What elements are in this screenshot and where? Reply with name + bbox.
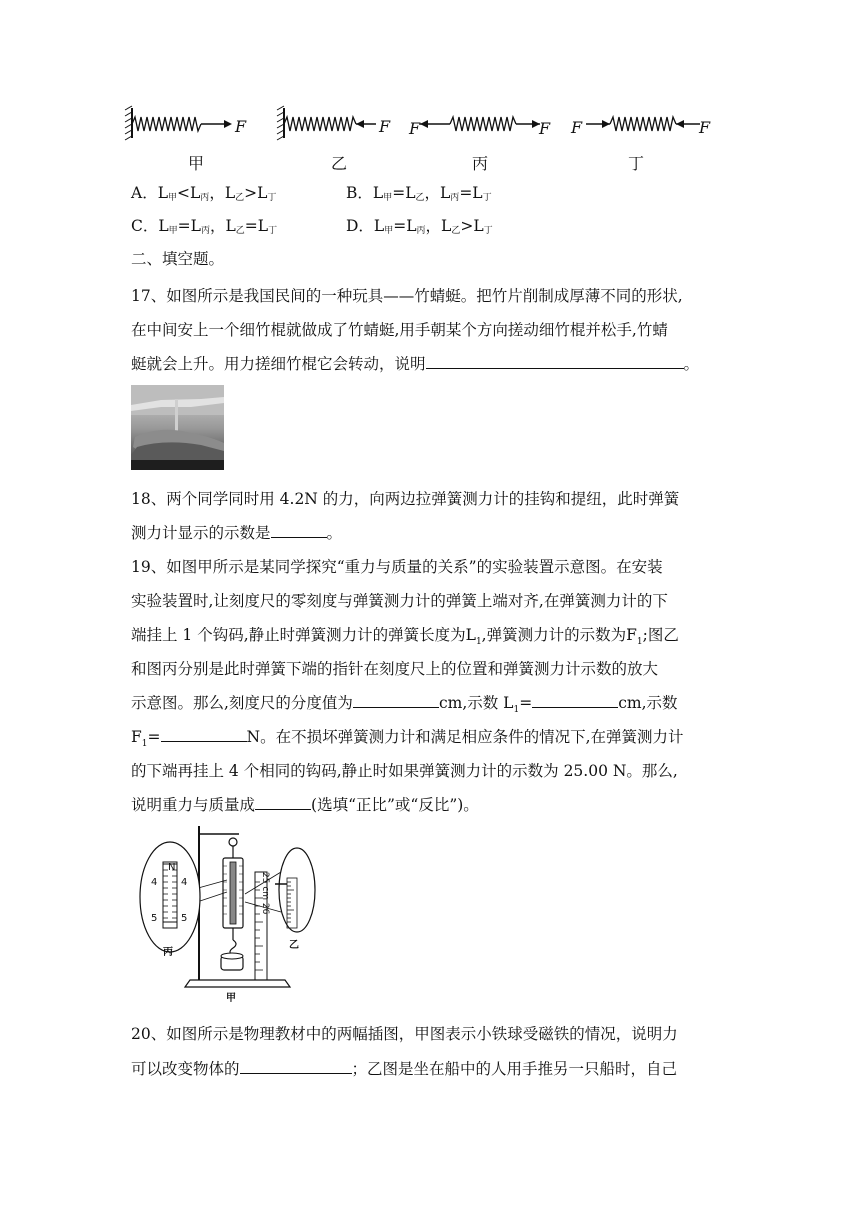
- q19-line8: 说明重力与质量成 (选填“正比”或“反比”)。: [131, 796, 479, 814]
- q20-line2: 可以改变物体的 ；乙图是坐在船中的人用手推另一只船时，自己: [131, 1060, 678, 1078]
- spring-scale-apparatus: [135, 822, 335, 1004]
- q19-line1: 19、如图甲所示是某同学探究“重力与质量的关系”的实验装置示意图。在安装: [131, 558, 663, 576]
- spring-label-ding: 丁: [628, 154, 645, 173]
- fig-label-yi: 乙: [289, 940, 299, 951]
- q19-line4: 和图丙分别是此时弹簧下端的指针在刻度尺上的位置和弹簧测力计示数的放大: [131, 660, 659, 678]
- spring-jia: [125, 106, 232, 140]
- q18-answer-blank[interactable]: [271, 523, 327, 538]
- q17-line1: 17、如图所示是我国民间的一种玩具——竹蜻蜓。把竹片削制成厚薄不同的形状,: [131, 287, 683, 305]
- spring-yi: [277, 106, 376, 140]
- q19-line6: $F_1= N$。在不损坏弹簧测力计和满足相应条件的情况下,在弹簧测力计: [131, 728, 684, 750]
- force-label-2: F: [379, 117, 391, 136]
- q17-answer-blank[interactable]: [426, 354, 684, 369]
- fig-n-label: N: [168, 862, 176, 873]
- q18-line1: 18、两个同学同时用 4.2N 的力，向两边拉弹簧测力计的挂钩和提纽，此时弹簧: [131, 490, 680, 508]
- q20-line1: 20、如图所示是物理教材中的两幅插图，甲图表示小铁球受磁铁的情况，说明力: [131, 1025, 678, 1043]
- force-label-1: F: [235, 117, 247, 136]
- option-b: B．L甲=L乙，L丙=L丁: [346, 184, 492, 203]
- springs-figure: [120, 104, 740, 174]
- fig-label-jia: 甲: [226, 993, 236, 1004]
- q19-blank-l1[interactable]: [532, 693, 618, 708]
- section-title: 二、填空题。: [131, 250, 225, 268]
- q19-blank-f1[interactable]: [161, 727, 247, 742]
- spring-label-jia: 甲: [188, 154, 205, 173]
- q17-line3: 蜓就会上升。用力搓细竹棍它会转动，说明 。: [131, 355, 700, 373]
- spring-label-bing: 丙: [472, 154, 489, 173]
- fig-tick-4-right: 4: [181, 877, 188, 888]
- spring-label-yi: 乙: [331, 154, 348, 173]
- force-label-3: F: [409, 119, 421, 138]
- fig-tick-5-right: 5: [181, 913, 188, 924]
- spring-bing: [420, 117, 540, 131]
- q19-blank-division[interactable]: [353, 693, 439, 708]
- fig-cm-label: 25 cm 26: [260, 872, 270, 915]
- option-a: A．L甲<L丙，L乙>L丁: [131, 184, 277, 203]
- q17-line2: 在中间安上一个细竹棍就做成了竹蜻蜓,用手朝某个方向搓动细竹棍并松手,竹蜻: [131, 321, 668, 339]
- option-d: D．L甲=L丙，L乙>L丁: [346, 217, 493, 236]
- q19-blank-ratio[interactable]: [255, 795, 311, 810]
- force-label-5: F: [571, 118, 583, 137]
- spring-ding: [586, 117, 700, 131]
- fig-tick-4-left: 4: [151, 877, 158, 888]
- q20-answer-blank[interactable]: [240, 1059, 352, 1074]
- q19-line5: 示意图。那么,刻度尺的分度值为 cm,示数 $L_1=$ cm,示数: [131, 694, 678, 716]
- q19-line7: 的下端再挂上 4 个相同的钩码,静止时如果弹簧测力计的示数为 25.00 N。那么,: [131, 762, 678, 780]
- force-label-4: F: [539, 119, 551, 138]
- q19-line2: 实验装置时,让刻度尺的零刻度与弹簧测力计的弹簧上端对齐,在弹簧测力计的下: [131, 592, 668, 610]
- bamboo-dragonfly-photo: [131, 385, 224, 470]
- q19-line3: 端挂上 1 个钩码,静止时弹簧测力计的弹簧长度为$L_1$,弹簧测力计的示数为$F_1$;图乙: [131, 626, 679, 648]
- force-label-6: F: [699, 118, 711, 137]
- q18-line2: 测力计显示的示数是 。: [131, 524, 343, 542]
- fig-tick-5-left: 5: [151, 913, 158, 924]
- option-c: C．L甲=L丙，L乙=L丁: [131, 217, 278, 236]
- fig-label-bing: 丙: [163, 947, 173, 958]
